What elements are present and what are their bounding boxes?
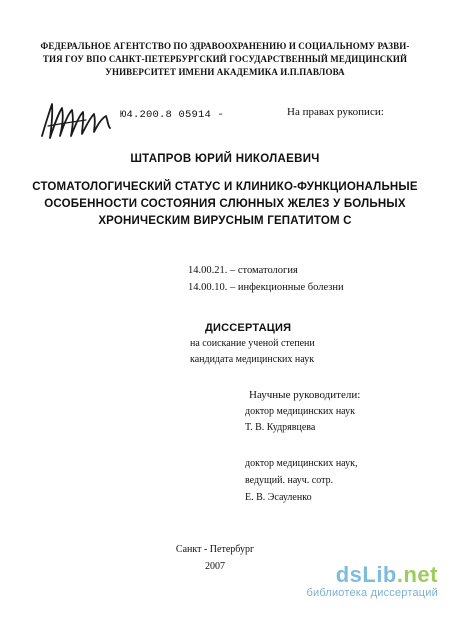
dslib-watermark xyxy=(306,564,438,599)
watermark-logo-part1: dsLib xyxy=(335,562,397,587)
specialty-2: 14.00.10. – инфекционные болезни xyxy=(188,282,344,293)
watermark-logo xyxy=(306,564,438,586)
footer-city: Санкт - Петербург xyxy=(175,544,255,555)
supervisor-1-degree: доктор медицинских наук xyxy=(245,406,355,417)
author-name: ШТАПРОВ ЮРИЙ НИКОЛАЕВИЧ xyxy=(130,153,320,165)
footer-year: 2007 xyxy=(205,561,225,572)
handwritten-signature xyxy=(38,96,120,144)
dissertation-line-2: кандидата медицинских наук xyxy=(190,354,315,365)
org-header-line-3: УНИВЕРСИТЕТ ИМЕНИ АКАДЕМИКА И.П.ПАВЛОВА xyxy=(105,67,345,77)
org-header-line-2: ТИЯ ГОУ ВПО САНКТ-ПЕТЕРБУРГСКИЙ ГОСУДАРСТВЕННЫЙ МЕДИЦИНСКИЙ xyxy=(42,54,408,64)
watermark-subtitle: библиотека диссертаций xyxy=(306,587,438,599)
supervisor-2-degree: доктор медицинских наук, xyxy=(245,458,358,469)
registration-number: Ю4.200.8 05914 - xyxy=(120,109,225,121)
supervisor-2-name: Е. В. Эсауленко xyxy=(245,492,312,503)
supervisor-2-position: ведущий. науч. сотр. xyxy=(245,475,334,486)
specialty-1: 14.00.21. – стоматология xyxy=(188,265,298,276)
dissertation-heading: ДИССЕРТАЦИЯ xyxy=(205,322,292,334)
title-line-2: ОСОБЕННОСТИ СОСТОЯНИЯ СЛЮННЫХ ЖЕЛЕЗ У БОЛЬНЫХ xyxy=(44,198,406,210)
title-line-1: СТОМАТОЛОГИЧЕСКИЙ СТАТУС И КЛИНИКО-ФУНКЦИОНАЛЬНЫЕ xyxy=(32,181,418,193)
title-line-3: ХРОНИЧЕСКИМ ВИРУСНЫМ ГЕПАТИТОМ С xyxy=(98,215,352,227)
watermark-logo-part2: .net xyxy=(396,562,438,587)
rights-notice: На правах рукописи: xyxy=(287,106,384,118)
supervisors-heading: Научные руководители: xyxy=(249,389,361,401)
org-header-line-1: ФЕДЕРАЛЬНОЕ АГЕНТСТВО ПО ЗДРАВООХРАНЕНИЮ И СОЦИАЛЬНОМУ РАЗВИ- xyxy=(40,41,410,51)
dissertation-line-1: на соискание ученой степени xyxy=(190,338,315,349)
supervisor-1-name: Т. В. Кудрявцева xyxy=(245,422,316,433)
